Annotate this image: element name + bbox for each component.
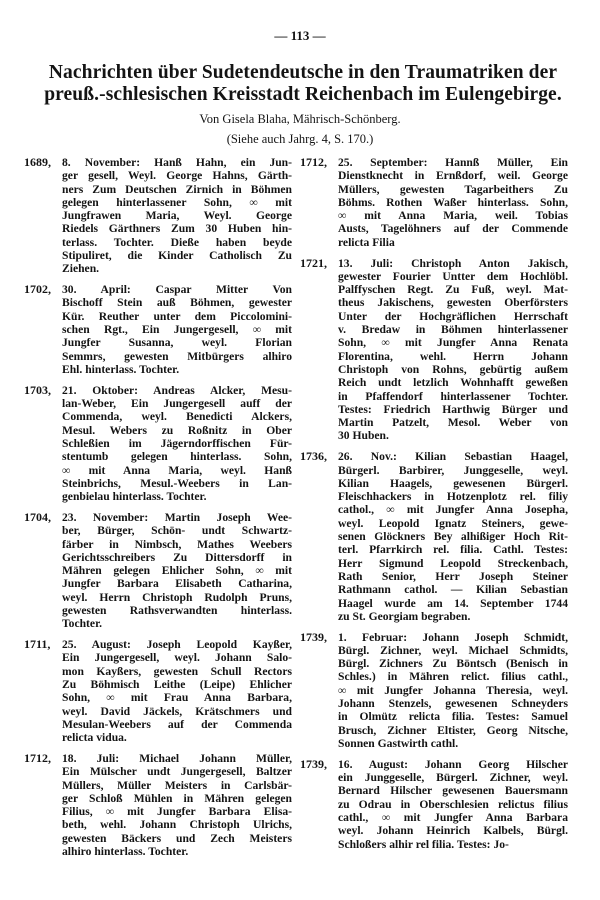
entry-year: 1704, <box>24 509 51 524</box>
marriage-entry <box>300 450 570 623</box>
entry-text-line: zu Odrau in Oberschlesien relictus filius <box>338 797 568 811</box>
entry-text-line: färber in Nimbsch, Mathes Weebers <box>62 537 292 551</box>
marriage-entry <box>300 257 570 443</box>
entry-text-line: zu St. Georgiam begraben. <box>338 609 471 623</box>
entry-text-line: Bürgl. Zichners Zu Böntsch (Benisch in <box>338 657 568 671</box>
entry-text-line: gewesten Rathsverwandten hinterlass. <box>62 604 292 617</box>
marriage-entry <box>24 283 294 376</box>
entry-text-line: Bürgerl. Barbirer, Junggeselle, weyl. <box>338 463 568 477</box>
entry-text-line: Schloßers alhir rel filia. Testes: Jo- <box>338 837 509 851</box>
entry-text-line: 1. Februar: Johann Joseph Schmidt, <box>338 630 568 644</box>
entry-text-line: Sohn, ∞ mit Frau Anna Barbara, <box>62 691 292 705</box>
marriage-entry <box>300 758 570 851</box>
entry-text-line: ger Schloß Mühlen in Mähren gelegen <box>62 791 292 805</box>
entry-text-line: stentumb gelegen hinterlass. Sohn, <box>62 450 292 464</box>
entry-text-line: alhiro hinterlass. Tochter. <box>62 845 189 859</box>
entry-text-line: mon Kayßers, gewesten Schull Rectors <box>62 664 292 678</box>
entry-text-line: Bürgl. Zichner, weyl. Michael Schmidts, <box>338 643 568 657</box>
entry-text-line: cathl., ∞ mit Jungfer Anna Barbara <box>338 810 568 824</box>
entry-text-line: gelegen hinterlassener Sohn, ∞ mit <box>62 195 292 209</box>
entry-text-line: Christoph von Rohns, gebürtig außem <box>338 362 568 376</box>
entry-text-line: 25. September: Hannß Müller, Ein <box>338 156 568 169</box>
entry-text-line: Semmrs, gewesten Mitbürgers alhiro <box>62 349 292 363</box>
entry-text-line: terl. Pfarrkirch rel. filia. Cathl. Testes: <box>338 543 568 557</box>
entry-text-line: 30. April: Caspar Mitter Von <box>62 283 292 297</box>
entry-text-line: Mesulan-Weebers auf der Commenda <box>62 717 292 731</box>
marriage-entry <box>24 156 294 276</box>
marriage-entry <box>24 752 294 858</box>
entry-text-line: Unter der Hochgräflichen Herrschaft <box>338 309 568 323</box>
entry-text-line: weyl. Johann Heinrich Kalbels, Bürgl. <box>338 824 568 838</box>
entry-year: 1739, <box>300 629 327 644</box>
entry-text-line: genbielau hinterlass. Tochter. <box>62 490 207 504</box>
entry-text-line: Filius, ∞ mit Jungfer Barbara Elisa- <box>62 805 292 819</box>
entry-year: 1712, <box>300 155 327 169</box>
entry-text-line: 8. November: Hanß Hahn, ein Jun- <box>62 156 292 169</box>
entry-text-line: Mähren gelegen Ehlicher Sohn, ∞ mit <box>62 564 292 578</box>
entry-text-line: lan-Weber, Ein Jungergesell auff der <box>62 397 292 411</box>
entry-text-line: Jungfer Susanna, weyl. Florian <box>62 336 292 350</box>
entry-text-line: ber, Bürger, Schön- undt Schwartz- <box>62 524 292 538</box>
entry-text-line: in Olmütz relicta filia. Testes: Samuel <box>338 710 568 724</box>
entry-text-line: Jungfrawen Maria, Weyl. George <box>62 209 292 223</box>
article-title <box>28 62 578 106</box>
entry-text-line: Müllers, gewesten Tagarbeithers Zu <box>338 182 568 196</box>
right-column <box>300 156 570 858</box>
entry-text-line: senen Glöckners Bey alhißiger Hoch Rit- <box>338 530 568 544</box>
entry-text-line: 13. Juli: Christoph Anton Jakisch, <box>338 256 568 270</box>
entry-year: 1712, <box>24 750 51 765</box>
entry-year: 1736, <box>300 449 327 464</box>
marriage-entry <box>24 638 294 744</box>
entry-text-line: Brusch, Zichner Eltister, Georg Nitsche, <box>338 723 568 737</box>
entry-text-line: Herr Sigmund Leopold Streckenbach, <box>338 556 568 570</box>
entry-text-line: 23. November: Martin Joseph Wee- <box>62 510 292 524</box>
entry-text-line: Rathmann cathol. — Kilian Sebastian <box>338 583 568 597</box>
marriage-entry <box>300 156 570 249</box>
entry-text-line: gewesten Bäckers und Zech Meisters <box>62 831 292 845</box>
page-number: — 113 — <box>274 28 326 43</box>
entry-text-line: ners Zum Deutschen Zirnich in Böhmen <box>62 182 292 196</box>
entry-text-line: weyl. Herrn Christoph Rudolph Pruns, <box>62 590 292 604</box>
entry-text-line: Johann Stenzels, gewesenen Schneyders <box>338 697 568 711</box>
entry-text-line: Gerichtsschreibers Zu Dittersdorff in <box>62 550 292 564</box>
entry-text-line: ∞ mit Jungfer Johanna Theresia, weyl. <box>338 683 568 697</box>
entry-text-line: 26. Nov.: Kilian Sebastian Haagel, <box>338 450 568 464</box>
entry-text-line: Ziehen. <box>62 262 100 276</box>
entry-text-line: Reich undt letzlich Wohnhafft geweßen <box>338 376 568 390</box>
entry-text-line: weyl. Leopold Ignatz Steiners, gewe- <box>338 516 568 530</box>
entry-text-line: 25. August: Joseph Leopold Kayßer, <box>62 638 292 652</box>
entry-text-line: Sonnen Gastwirth cathl. <box>338 736 459 750</box>
marriage-entry <box>300 631 570 751</box>
entry-text-line: Schleßien im Jägerndorffischen Für- <box>62 436 292 450</box>
entry-text-line: Testes: Friedrich Harthwig Bürger und <box>338 402 568 416</box>
entry-text-line: weyl. David Jäckels, Krätschmers und <box>62 704 292 718</box>
entry-text-line: Zu Böhmisch Leithe (Leipe) Ehlicher <box>62 677 292 691</box>
entry-text-line: Bischoff Stein auß Böhmen, gewester <box>62 296 292 310</box>
entry-text-line: schen Rgt., Ein Jungergesell, ∞ mit <box>62 323 292 337</box>
entry-text-line: ∞ mit Anna Maria, weil. Tobias <box>338 209 568 223</box>
entry-text-line: Dienstknecht in Ernßdorf, weil. George <box>338 169 568 183</box>
entry-text-line: Steinbrichs, Mesul.-Weebers in Lan- <box>62 476 292 490</box>
entry-text-line: 16. August: Johann Georg Hilscher <box>338 757 568 771</box>
entry-text-line: Mesul. Webers zu Roßnitz in Ober <box>62 423 292 437</box>
entry-text-line: Stipuliret, die Kinder Catholisch Zu <box>62 249 292 263</box>
entry-text-line: Tochter. <box>62 617 103 631</box>
entry-year: 1702, <box>24 282 51 297</box>
entry-text-line: beth, wehl. Johann Christoph Ulrichs, <box>62 818 292 832</box>
entry-text-line: Böhms. Rothen Waßer hinterlass. Sohn, <box>338 195 568 209</box>
entry-year: 1689, <box>24 155 51 169</box>
entry-text-line: Sohn, ∞ mit Jungfer Anna Renata <box>338 336 568 350</box>
marriage-entry <box>24 384 294 504</box>
entry-text-line: ∞ mit Anna Maria, weyl. Hanß <box>62 463 292 477</box>
entry-text-line: Kilian Haagels, gewesenen Bürgerl. <box>338 476 568 490</box>
title-line: preuß.-schlesischen Kreisstadt Reichenbach im Eulengebirge. <box>44 84 562 105</box>
entry-text-line: Ehl. hinterlass. Tochter. <box>62 362 180 376</box>
entry-text-line: cathol., ∞ mit Jungfer Anna Josepha, <box>338 503 568 517</box>
entry-year: 1739, <box>300 756 327 771</box>
entry-text-line: Palffyschen Regt. Zu Fuß, weyl. Mat- <box>338 283 568 297</box>
entry-text-line: Schles.) in Mähren relict. filius cathl., <box>338 670 568 684</box>
entry-year: 1703, <box>24 382 51 397</box>
entry-text-line: Ein Jungergesell, weyl. Johann Salo- <box>62 651 292 665</box>
entry-year: 1711, <box>24 637 51 652</box>
entry-text-line: v. Bredaw in Böhmen hinterlassener <box>338 323 568 337</box>
entry-text-line: Müllers, Müller Meisters in Carlsbär- <box>62 778 292 792</box>
entry-text-line: Florentina, wehl. Herrn Johann <box>338 349 568 363</box>
entry-text-line: relicta Filia <box>338 235 395 249</box>
entry-text-line: Riedels Gärthners Zum 30 Huben hin- <box>62 222 292 236</box>
entry-text-line: Austs, Tagelöhners auf der Commende <box>338 222 568 236</box>
entry-text-line: 18. Juli: Michael Johann Müller, <box>62 751 292 765</box>
entry-text-line: Martin Patzelt, Mesol. Weber von <box>338 416 568 430</box>
title-line: Nachrichten über Sudetendeutsche in den Traumatriken der <box>48 62 558 83</box>
entry-text-line: Commenda, weyl. Benedicti Alckers, <box>62 410 292 424</box>
entry-text-line: Ein Mülscher undt Jungergesell, Baltzer <box>62 765 292 779</box>
entry-year: 1721, <box>300 255 327 270</box>
marriage-entry <box>24 511 294 631</box>
entry-text-line: ein Junggeselle, Bürgerl. Zichner, weyl. <box>338 771 568 785</box>
entry-text-line: terlass. Tochter. Dieße haben beyde <box>62 235 292 249</box>
entry-text-line: Rath Senior, Herr Joseph Steiner <box>338 569 568 583</box>
entry-text-line: ger gesell, Weyl. George Hahns, Gärth- <box>62 169 292 183</box>
entry-text-line: in Pfaffendorf hinterlassener Tochter. <box>338 389 568 403</box>
author-line: Von Gisela Blaha, Mährisch-Schönberg. <box>199 112 401 126</box>
left-column <box>24 156 294 866</box>
entry-text-line: theus Jakischens, gewesten Oberförsters <box>338 296 568 310</box>
entry-text-line: 30 Huben. <box>338 429 389 443</box>
entry-text-line: Jungfer Barbara Elisabeth Catharina, <box>62 577 292 591</box>
reference-note: (Siehe auch Jahrg. 4, S. 170.) <box>226 132 374 146</box>
entry-text-line: 21. Oktober: Andreas Alcker, Mesu- <box>62 383 292 397</box>
entry-text-line: relicta vidua. <box>62 731 127 745</box>
entry-text-line: Bernard Hilscher gewesenen Bauersmann <box>338 784 568 798</box>
entry-text-line: gewester Fourier Untter dem Hochlöbl. <box>338 269 568 283</box>
entry-text-line: Fleischhackers in Hotzenplotz rel. filiy <box>338 490 568 504</box>
entry-text-line: Haagel wurde am 14. September 1744 <box>338 596 568 610</box>
entry-text-line: Kür. Reuther unter dem Piccolomini- <box>62 309 292 323</box>
